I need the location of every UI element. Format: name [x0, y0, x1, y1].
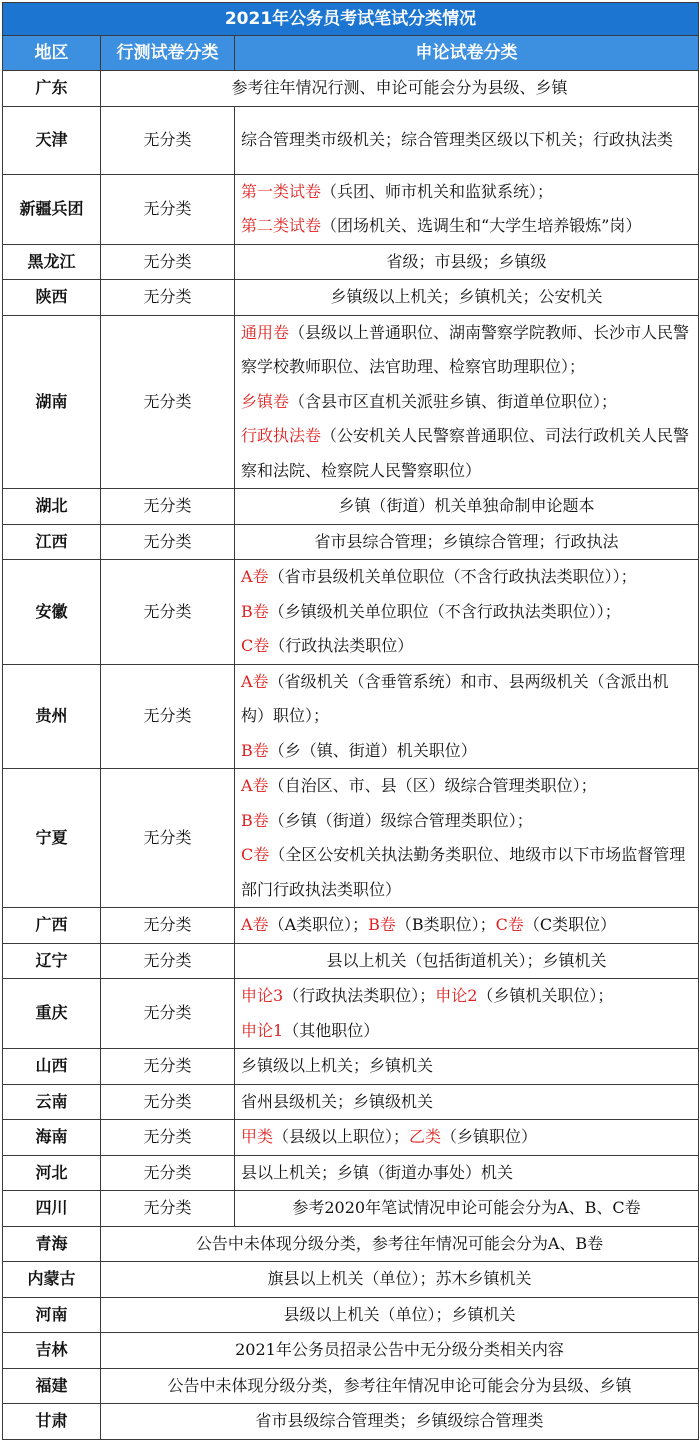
region-cell: 内蒙古 [3, 1262, 101, 1298]
xingce-cell: 无分类 [101, 1155, 235, 1191]
paper-type-label: 申论1 [241, 1020, 284, 1040]
shenlun-cell [235, 979, 699, 1049]
xingce-cell: 无分类 [101, 979, 235, 1049]
paper-type-label: 乙类 [409, 1127, 442, 1146]
table-row [3, 1049, 699, 1085]
table-row [3, 1155, 699, 1191]
region-cell: 湖南 [3, 315, 101, 489]
paper-type-label: 甲类 [241, 1127, 274, 1146]
region-cell: 云南 [3, 1084, 101, 1120]
merged-classification-cell: 省市县级综合管理类；乡镇级综合管理类 [101, 1404, 699, 1440]
table-row [3, 1120, 699, 1156]
region-cell: 重庆 [3, 979, 101, 1049]
paper-type-desc: （B类职位）； [395, 915, 496, 934]
header-region: 地区 [3, 36, 101, 71]
xingce-cell: 无分类 [101, 280, 235, 316]
region-cell: 湖北 [3, 489, 101, 525]
merged-classification-cell: 旗县以上机关（单位）；苏木乡镇机关 [101, 1262, 699, 1298]
paper-type-label: 第二类试卷 [241, 216, 322, 235]
table-row [3, 1404, 699, 1440]
paper-type-desc: （团场机关、选调生和“大学生培养锻炼”岗） [321, 216, 642, 235]
paper-type-desc: （公安机关人民警察普通职位、司法行政机关人民警察和法院、检察院人民警察职位） [241, 426, 690, 480]
shenlun-cell: 乡镇级以上机关；乡镇机关 [235, 1049, 699, 1085]
region-cell: 辽宁 [3, 943, 101, 979]
title-row [3, 3, 699, 36]
table-row [3, 769, 699, 908]
paper-type-desc: （含县市区直机关派驻乡镇、街道单位职位）； [289, 391, 618, 411]
xingce-cell: 无分类 [101, 1084, 235, 1120]
xingce-cell: 无分类 [101, 1049, 235, 1085]
region-cell: 贵州 [3, 664, 101, 769]
shenlun-cell [235, 908, 699, 944]
paper-type-label: A卷 [241, 776, 269, 795]
paper-type-label: B卷 [241, 601, 269, 621]
shenlun-cell: 省级；市县级；乡镇级 [235, 244, 699, 280]
table-row [3, 979, 699, 1049]
shenlun-cell [235, 1120, 699, 1156]
shenlun-cell [235, 769, 699, 908]
paper-type-desc: （省市县级机关单位职位（不含行政执法类职位））； [268, 567, 637, 586]
table-row [3, 1191, 699, 1227]
table-row [3, 1297, 699, 1333]
table-row [3, 71, 699, 107]
paper-type-desc: （省级机关（含垂管系统）和市、县两级机关（含派出机构）职位）； [241, 671, 669, 725]
xingce-cell: 无分类 [101, 560, 235, 665]
paper-type-desc: （全区公安机关执法勤务类职位、地级市以下市场监督管理部门行政执法类职位） [241, 845, 686, 899]
paper-type-desc: （兵团、师市机关和监狱系统）； [321, 181, 554, 201]
merged-classification-cell: 2021年公务员招录公告中无分级分类相关内容 [101, 1333, 699, 1369]
table-row [3, 174, 699, 244]
merged-classification-cell: 公告中未体现分级分类，参考往年情况可能会分为A、B卷 [101, 1226, 699, 1262]
table-row [3, 524, 699, 560]
table-row [3, 1333, 699, 1369]
region-cell: 海南 [3, 1120, 101, 1156]
paper-type-label: C卷 [495, 915, 524, 934]
paper-type-label: 行政执法卷 [241, 426, 322, 445]
region-cell: 江西 [3, 524, 101, 560]
paper-type-desc: （乡镇（街道）级综合管理类职位）； [268, 810, 533, 830]
table-row [3, 943, 699, 979]
table-row [3, 489, 699, 525]
paper-type-label: A卷 [241, 915, 269, 934]
paper-type-desc: （C类职位） [523, 915, 617, 934]
region-cell: 天津 [3, 106, 101, 174]
shenlun-cell [235, 560, 699, 665]
xingce-cell: 无分类 [101, 489, 235, 525]
table-row [3, 244, 699, 280]
paper-type-label: A卷 [241, 567, 269, 586]
region-cell: 陕西 [3, 280, 101, 316]
region-cell: 福建 [3, 1368, 101, 1404]
table-row [3, 1368, 699, 1404]
exam-classification-table [2, 2, 699, 1440]
xingce-cell: 无分类 [101, 244, 235, 280]
paper-type-desc: （县级以上普通职位、湖南警察学院教师、长沙市人民警察学校教师职位、法官助理、检察官助理职位）； [241, 322, 690, 376]
xingce-cell: 无分类 [101, 524, 235, 560]
xingce-cell: 无分类 [101, 174, 235, 244]
region-cell: 甘肃 [3, 1404, 101, 1440]
paper-type-desc: （行政执法类职位） [269, 636, 414, 655]
xingce-cell: 无分类 [101, 1191, 235, 1227]
paper-type-desc: （县级以上职位）； [273, 1127, 410, 1146]
paper-type-desc: （行政执法类职位）； [283, 986, 436, 1005]
shenlun-cell: 参考2020年笔试情况申论可能会分为A、B、C卷 [235, 1191, 699, 1227]
region-cell: 河北 [3, 1155, 101, 1191]
paper-type-desc: （自治区、市、县（区）级综合管理类职位）； [268, 776, 597, 795]
shenlun-cell [235, 315, 699, 489]
merged-classification-cell: 参考往年情况行测、申论可能会分为县级、乡镇 [101, 71, 699, 107]
table-row [3, 1262, 699, 1298]
paper-type-label: C卷 [241, 845, 270, 864]
shenlun-cell: 省市县综合管理；乡镇综合管理；行政执法 [235, 524, 699, 560]
region-cell: 广西 [3, 908, 101, 944]
shenlun-cell: 乡镇（街道）机关单独命制申论题本 [235, 489, 699, 525]
table-row [3, 1084, 699, 1120]
shenlun-cell [235, 174, 699, 244]
region-cell: 广东 [3, 71, 101, 107]
shenlun-cell: 县以上机关；乡镇（街道办事处）机关 [235, 1155, 699, 1191]
xingce-cell: 无分类 [101, 664, 235, 769]
region-cell: 黑龙江 [3, 244, 101, 280]
table-row [3, 1226, 699, 1262]
paper-type-label: 申论3 [241, 986, 284, 1005]
paper-type-label: 申论2 [435, 986, 478, 1005]
shenlun-cell: 乡镇级以上机关；乡镇机关；公安机关 [235, 280, 699, 316]
table-row [3, 908, 699, 944]
region-cell: 吉林 [3, 1333, 101, 1369]
region-cell: 青海 [3, 1226, 101, 1262]
merged-classification-cell: 公告中未体现分级分类，参考往年情况申论可能会分为县级、乡镇 [101, 1368, 699, 1404]
paper-type-label: C卷 [241, 636, 270, 655]
paper-type-desc: （乡镇职位） [441, 1127, 538, 1146]
shenlun-cell [235, 664, 699, 769]
table-row [3, 664, 699, 769]
region-cell: 安徽 [3, 560, 101, 665]
table-row [3, 560, 699, 665]
paper-type-label: 通用卷 [241, 322, 290, 342]
xingce-cell: 无分类 [101, 943, 235, 979]
paper-type-desc: （乡镇机关职位）； [477, 986, 614, 1005]
paper-type-label: B卷 [368, 915, 396, 934]
region-cell: 山西 [3, 1049, 101, 1085]
table-title: 2021年公务员考试笔试分类情况 [3, 3, 699, 36]
xingce-cell: 无分类 [101, 1120, 235, 1156]
paper-type-label: B卷 [241, 740, 269, 760]
paper-type-label: 乡镇卷 [241, 391, 290, 411]
xingce-cell: 无分类 [101, 908, 235, 944]
header-shenlun: 申论试卷分类 [235, 36, 699, 71]
region-cell: 河南 [3, 1297, 101, 1333]
paper-type-desc: （A类职位）； [268, 915, 369, 934]
paper-type-desc: （乡镇级机关单位职位（不含行政执法类职位））； [268, 601, 621, 621]
shenlun-cell: 县以上机关（包括街道机关）；乡镇机关 [235, 943, 699, 979]
header-xingce: 行测试卷分类 [101, 36, 235, 71]
paper-type-label: 第一类试卷 [241, 181, 322, 201]
shenlun-cell: 综合管理类市级机关；综合管理类区级以下机关；行政执法类 [235, 106, 699, 174]
merged-classification-cell: 县级以上机关（单位）；乡镇机关 [101, 1297, 699, 1333]
paper-type-label: B卷 [241, 810, 269, 830]
header-row [3, 36, 699, 71]
xingce-cell: 无分类 [101, 106, 235, 174]
table-row [3, 106, 699, 174]
paper-type-desc: （其他职位） [283, 1020, 380, 1040]
region-cell: 新疆兵团 [3, 174, 101, 244]
table-row [3, 280, 699, 316]
paper-type-desc: （乡（镇、街道）机关职位） [268, 740, 477, 760]
xingce-cell: 无分类 [101, 315, 235, 489]
region-cell: 宁夏 [3, 769, 101, 908]
table-row [3, 315, 699, 489]
paper-type-label: A卷 [241, 671, 269, 691]
shenlun-cell: 省州县级机关；乡镇级机关 [235, 1084, 699, 1120]
region-cell: 四川 [3, 1191, 101, 1227]
xingce-cell: 无分类 [101, 769, 235, 908]
